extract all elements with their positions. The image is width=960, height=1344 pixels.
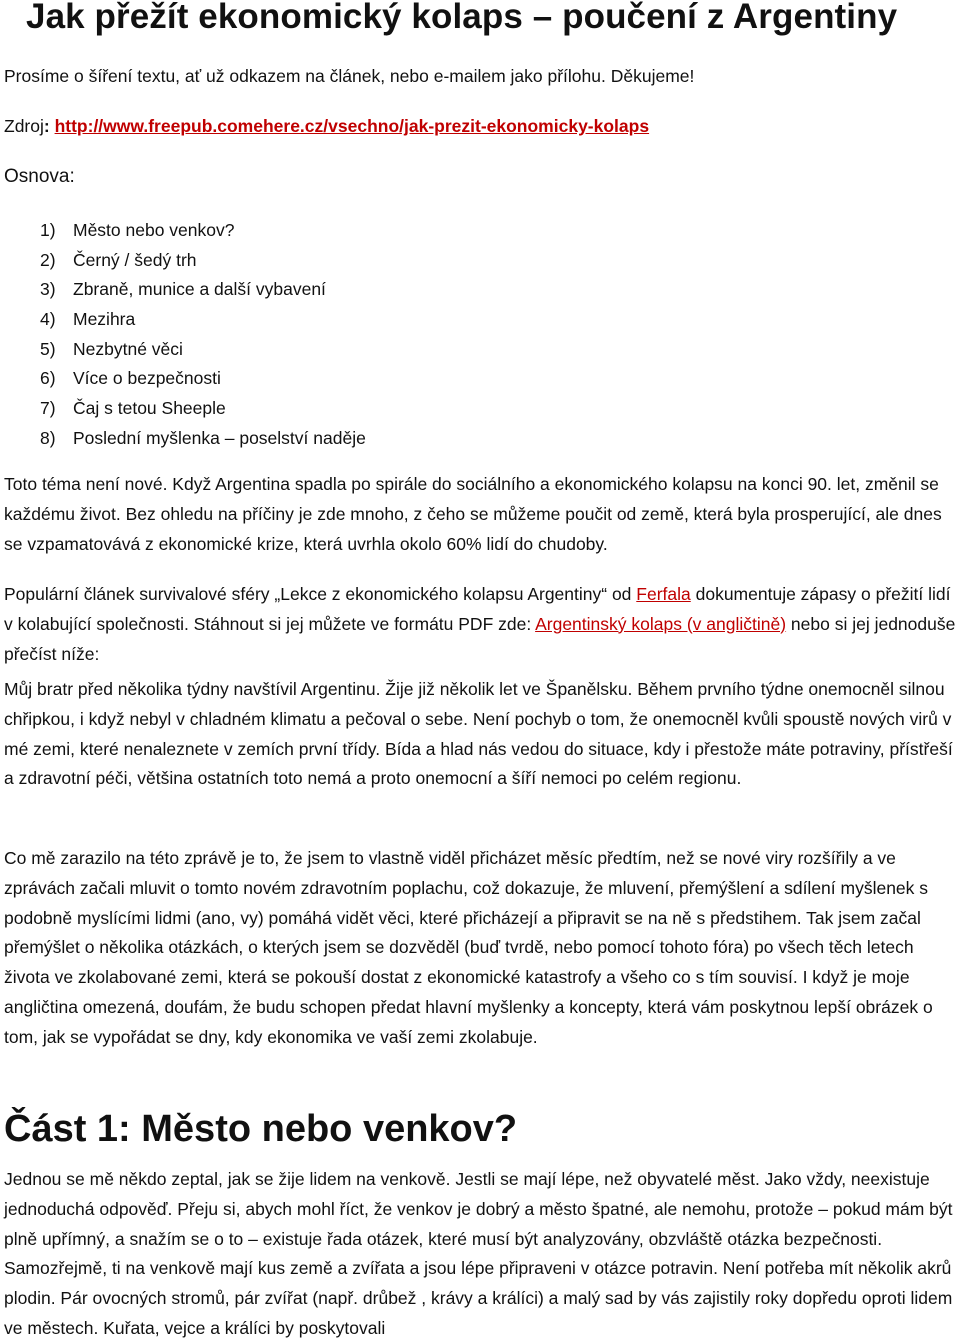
popular-article-paragraph: Populární článek survivalové sféry „Lekce z ekonomického kolapsu Argentiny“ od Ferfala dokumentuje zápasy o přežití lidí v kolabující společnosti. Stáhnout si jej můžete ve formátu PDF zde: Argentinský kolaps (v angličtině) nebo si jej jednoduše přečíst níže: bbox=[4, 584, 956, 664]
outline-item: 7) Čaj s tetou Sheeple bbox=[40, 398, 226, 419]
pdf-download-link[interactable]: Argentinský kolaps (v angličtině) bbox=[535, 613, 787, 634]
source-link[interactable]: http://www.freepub.comehere.cz/vsechno/jak-prezit-ekonomicky-kolaps bbox=[54, 116, 650, 136]
section-1-heading: Část 1: Město nebo venkov? bbox=[4, 1108, 518, 1150]
section-1-paragraph: Jednou se mě někdo zeptal, jak se žije lidem na venkově. Jestli se mají lépe, než obyvatelé měst. Jako vždy, neexistuje jednoduchá odpověď. Přeju si, abych mohl říct, že venkov je dobrý a město špatné, ale nemohu, protože – pokud mám být plně upřímný, a snažím se o to – existuje řada otázek, které musí být analyzovány, obzvláště otázka bezpečnosti. Samozřejmě, ti na venkově mají kus země a zvířata a jsou lépe připraveni v otázce potravin. Není potřeba mít několik akrů plodin. Pár ovocných stromů, pár zvířat (např. drůbež , krávy a králíci) a malý sad by vás zajistily roky dopředu oproti lidem ve městech. Kuřata, vejce a králíci by poskytovali bbox=[4, 1169, 953, 1338]
outline-heading: Osnova: bbox=[4, 166, 75, 187]
outline-item: 1) Město nebo venkov? bbox=[40, 220, 235, 240]
brother-paragraph: Můj bratr před několika týdny navštívil Argentinu. Žije již několik let ve Španělsku. Během prvního týdne onemocněl silnou chřipkou, i když nebyl v chladném klimatu a pečoval o sebe. Není pochyb o tom, že onemocněl kvůli spoustě nových virů v mé zemi, které nenaleznete v zemích první třídy. Bída a hlad nás vedou do situace, kdy i přestože máte potraviny, přístřeší a zdravotní péči, většina ostatních toto nemá a proto onemocní a šíří nemoci po celém regionu. bbox=[4, 679, 953, 789]
outline-list bbox=[40, 216, 366, 454]
share-request: Prosíme o šíření textu, ať už odkazem na článek, nebo e-mailem jako přílohu. Děkujeme! bbox=[4, 66, 695, 86]
news-paragraph: Co mě zarazilo na této zprávě je to, že jsem to vlastně viděl přicházet měsíc předtím, než se nové viry rozšířily a ve zprávách začali mluvit o tomto novém zdravotním poplachu, což dokazuje, že mluvení, přemýšlení a sdílení myšlenek s podobně myslícími lidmi (ano, vy) pomáhá vidět věci, které přicházejí a připravit se na ně s předstihem. Tak jsem začal přemýšlet o několika otázkách, o kterých jsem se dozvěděl (buď tvrdě, nebo pomocí tohoto fóra) po všech těch letech života ve zkolabované zemi, která se pokouší dostat z ekonomické katastrofy a všeho co s tím souvisí. I když je moje angličtina omezená, doufám, že budu schopen předat hlavní myšlenky a koncepty, která vám poskytnou lepší obrázek o tom, jak se vypořádat se dny, kdy ekonomika ve vaší zemi zkolabuje. bbox=[4, 848, 933, 1047]
document-title: Jak přežít ekonomický kolaps – poučení z Argentiny bbox=[26, 0, 898, 36]
intro-paragraph: Toto téma není nové. Když Argentina spadla po spirále do sociálního a ekonomického kolapsu na konci 90. let, změnil se každému život. Bez ohledu na příčiny je zde mnoho, z čeho se můžeme poučit od země, která byla prosperující, ale dnes se vzpamatovává z ekonomické krize, která uvrhla okolo 60% lidí do chudoby. bbox=[4, 474, 942, 554]
outline-item: 3) Zbraně, munice a další vybavení bbox=[40, 279, 326, 300]
outline-item: 2) Černý / šedý trh bbox=[40, 249, 197, 270]
outline-item: 8) Poslední myšlenka – poselství naděje bbox=[40, 427, 366, 448]
source-label: Zdroj bbox=[4, 116, 44, 136]
outline-item: 4) Mezihra bbox=[40, 309, 136, 330]
outline-item: 5) Nezbytné věci bbox=[40, 338, 183, 359]
source-line: Zdroj: http://www.freepub.comehere.cz/vsechno/jak-prezit-ekonomicky-kolaps bbox=[4, 116, 650, 136]
ferfala-link[interactable]: Ferfala bbox=[636, 584, 691, 604]
outline-item: 6) Více o bezpečnosti bbox=[40, 368, 221, 389]
